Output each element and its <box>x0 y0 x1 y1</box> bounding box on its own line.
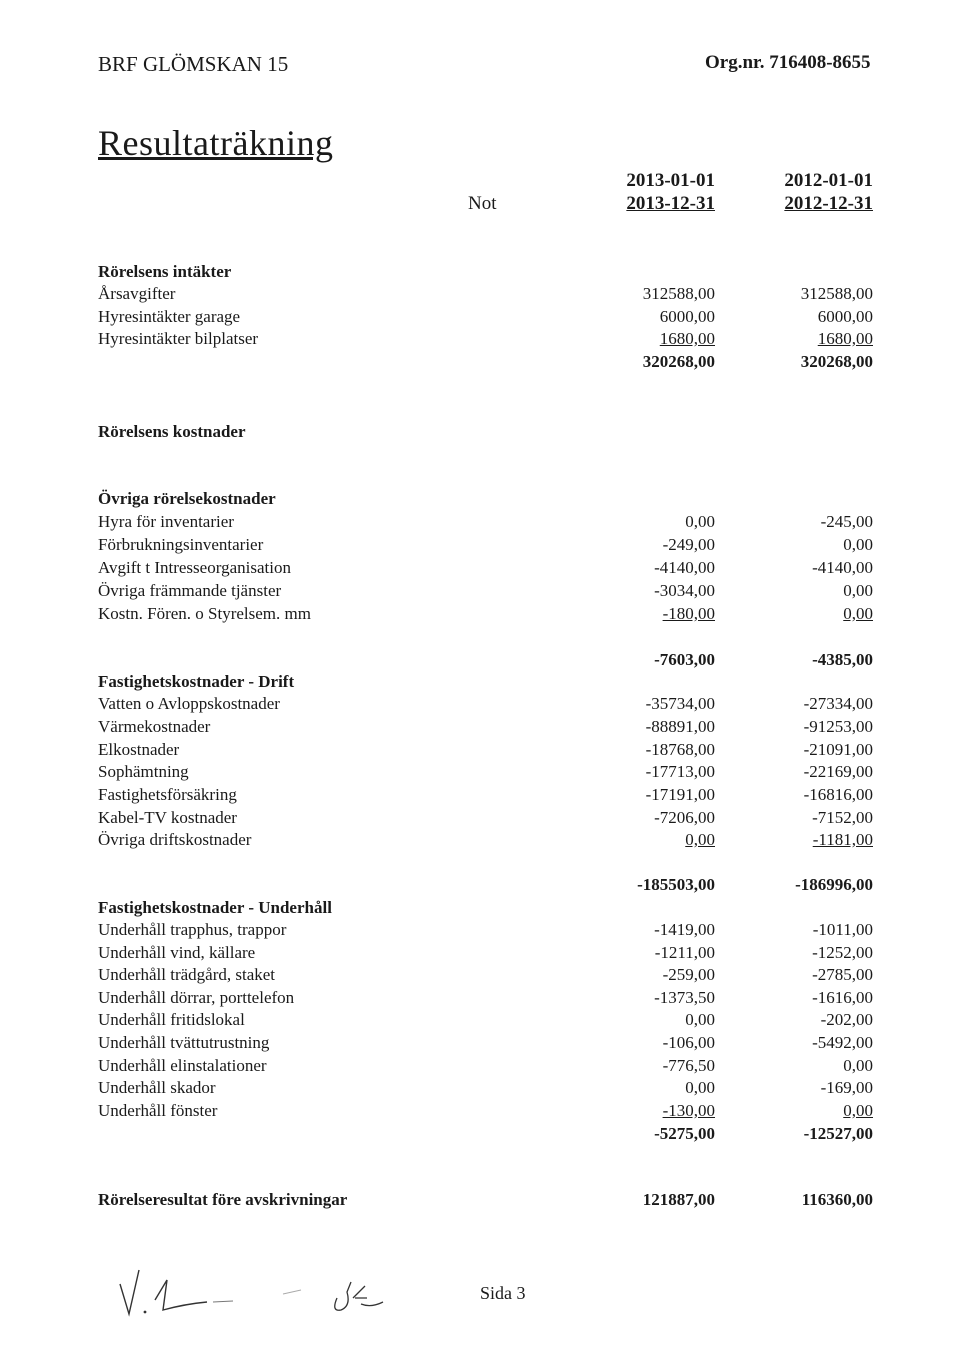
row-value-2013: -4140,00 <box>654 558 715 577</box>
row-label: Hyresintäkter bilplatser <box>98 329 259 348</box>
row-value-2013: -1211,00 <box>654 943 715 962</box>
row-value-2012: 0,00 <box>843 1056 873 1075</box>
kostnader-heading: Rörelsens kostnader <box>98 422 246 441</box>
ovriga-total-2012: -4385,00 <box>812 650 873 669</box>
row-label: Vatten o Avloppskostnader <box>98 694 280 713</box>
row-label: Underhåll dörrar, porttelefon <box>98 988 295 1007</box>
row-value-2012: -1616,00 <box>812 988 873 1007</box>
drift-total-2013: -185503,00 <box>637 875 715 894</box>
row-label: Övriga driftskostnader <box>98 830 252 849</box>
ovriga-heading: Övriga rörelsekostnader <box>98 489 276 508</box>
row-value-2013: -3034,00 <box>654 581 715 600</box>
intakter-heading: Rörelsens intäkter <box>98 262 232 281</box>
row-value-2013: -7206,00 <box>654 808 715 827</box>
row-value-2012: -7152,00 <box>812 808 873 827</box>
col2-end-date: 2012-12-31 <box>784 193 873 214</box>
row-label: Underhåll vind, källare <box>98 943 256 962</box>
resultat-label: Rörelseresultat före avskrivningar <box>98 1190 348 1209</box>
row-value-2012: -1252,00 <box>812 943 873 962</box>
ovriga-total-2013: -7603,00 <box>654 650 715 669</box>
page-number: Sida 3 <box>480 1283 526 1303</box>
row-value-2013: -18768,00 <box>645 740 715 759</box>
company-name: BRF GLÖMSKAN 15 <box>98 52 289 76</box>
row-value-2012: -202,00 <box>820 1010 873 1029</box>
row-value-2013: -1419,00 <box>654 920 715 939</box>
row-value-2013: 312588,00 <box>642 284 715 303</box>
row-value-2013: 0,00 <box>685 1078 715 1097</box>
row-label: Kabel-TV kostnader <box>98 808 237 827</box>
not-column-header: Not <box>468 193 497 214</box>
row-label: Årsavgifter <box>98 284 176 303</box>
row-value-2013: -106,00 <box>662 1033 715 1052</box>
row-value-2013: -17713,00 <box>645 762 715 781</box>
row-value-2013: -259,00 <box>662 965 715 984</box>
col1-start-date: 2013-01-01 <box>626 170 715 191</box>
row-value-2012: 0,00 <box>843 581 873 600</box>
row-value-2013: -776,50 <box>662 1056 715 1075</box>
row-value-2013: -130,00 <box>662 1101 715 1120</box>
row-label: Avgift t Intresseorganisation <box>98 558 291 577</box>
intakter-total-2013: 320268,00 <box>642 352 715 371</box>
row-label: Underhåll trädgård, staket <box>98 965 276 984</box>
row-label: Hyresintäkter garage <box>98 307 241 326</box>
row-label: Underhåll elinstalationer <box>98 1056 267 1075</box>
row-value-2012: 312588,00 <box>800 284 873 303</box>
col1-end-date: 2013-12-31 <box>626 193 715 214</box>
row-value-2012: -1181,00 <box>812 830 873 849</box>
page-title: Resultaträkning <box>98 123 334 163</box>
underhall-total-2013: -5275,00 <box>654 1124 715 1143</box>
row-value-2012: 6000,00 <box>817 307 873 326</box>
col2-start-date: 2012-01-01 <box>784 170 873 191</box>
row-value-2013: -249,00 <box>662 535 715 554</box>
row-value-2012: -245,00 <box>820 512 873 531</box>
row-value-2013: 1680,00 <box>659 329 715 348</box>
row-value-2013: 0,00 <box>685 830 715 849</box>
row-label: Underhåll tvättutrustning <box>98 1033 270 1052</box>
row-label: Sophämtning <box>98 762 189 781</box>
row-value-2013: -1373,50 <box>654 988 715 1007</box>
row-value-2013: -88891,00 <box>645 717 715 736</box>
row-value-2013: -180,00 <box>662 604 715 623</box>
org-number: Org.nr. 716408-8655 <box>705 52 871 73</box>
intakter-total-2012: 320268,00 <box>800 352 873 371</box>
row-label: Värmekostnader <box>98 717 211 736</box>
row-value-2012: -169,00 <box>820 1078 873 1097</box>
resultat-value-2012: 116360,00 <box>801 1190 873 1209</box>
drift-total-2012: -186996,00 <box>795 875 873 894</box>
row-value-2012: 0,00 <box>843 535 873 554</box>
row-value-2012: -16816,00 <box>803 785 873 804</box>
row-value-2012: -4140,00 <box>812 558 873 577</box>
row-value-2012: -1011,00 <box>812 920 873 939</box>
row-value-2013: -35734,00 <box>645 694 715 713</box>
row-value-2012: -2785,00 <box>812 965 873 984</box>
row-value-2013: -17191,00 <box>645 785 715 804</box>
row-label: Underhåll trapphus, trappor <box>98 920 287 939</box>
row-label: Kostn. Fören. o Styrelsem. mm <box>98 604 311 623</box>
resultat-value-2013: 121887,00 <box>642 1190 715 1209</box>
row-label: Förbrukningsinventarier <box>98 535 264 554</box>
row-label: Fastighetsförsäkring <box>98 785 237 804</box>
row-label: Underhåll fönster <box>98 1101 218 1120</box>
row-label: Övriga främmande tjänster <box>98 581 282 600</box>
row-value-2012: -22169,00 <box>803 762 873 781</box>
row-label: Underhåll skador <box>98 1078 216 1097</box>
row-value-2012: -5492,00 <box>812 1033 873 1052</box>
row-label: Elkostnader <box>98 740 180 759</box>
drift-heading: Fastighetskostnader - Drift <box>98 672 295 691</box>
underhall-heading: Fastighetskostnader - Underhåll <box>98 898 332 917</box>
row-value-2012: 0,00 <box>843 604 873 623</box>
row-label: Hyra för inventarier <box>98 512 234 531</box>
row-value-2012: 1680,00 <box>817 329 873 348</box>
row-value-2012: -21091,00 <box>803 740 873 759</box>
row-value-2013: 0,00 <box>685 1010 715 1029</box>
row-label: Underhåll fritidslokal <box>98 1010 245 1029</box>
underhall-total-2012: -12527,00 <box>803 1124 873 1143</box>
handwritten-signature-graphic <box>115 1262 415 1322</box>
row-value-2013: 6000,00 <box>659 307 715 326</box>
row-value-2012: -91253,00 <box>803 717 873 736</box>
row-value-2013: 0,00 <box>685 512 715 531</box>
row-value-2012: 0,00 <box>843 1101 873 1120</box>
row-value-2012: -27334,00 <box>803 694 873 713</box>
